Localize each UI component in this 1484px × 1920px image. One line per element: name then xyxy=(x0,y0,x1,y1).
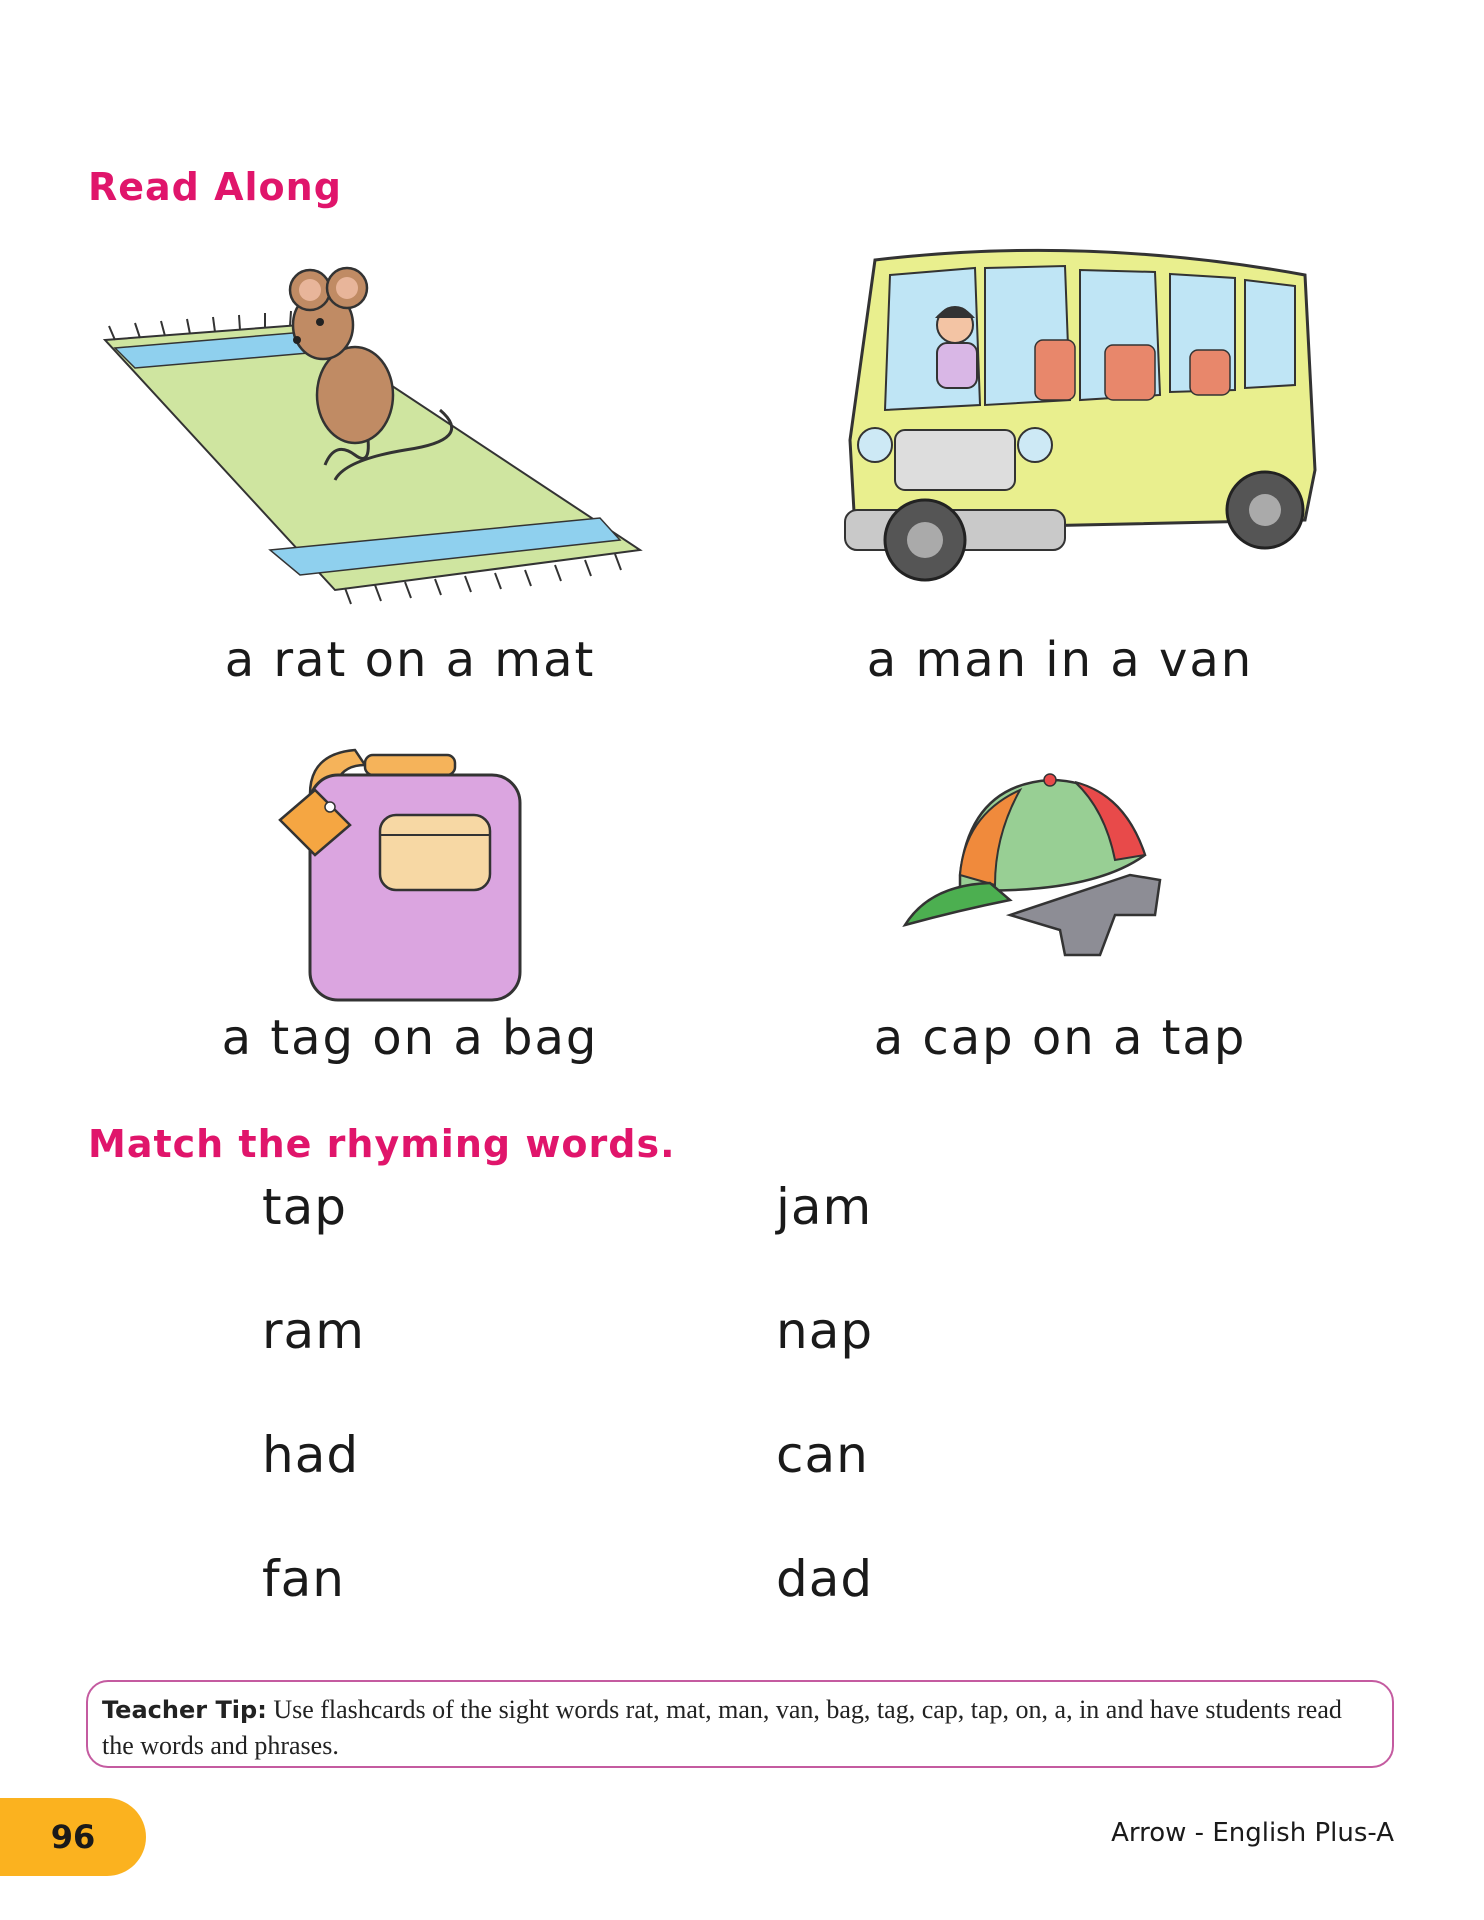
match-word-right[interactable]: dad xyxy=(776,1550,874,1608)
phrase-cap-on-tap: a cap on a tap xyxy=(873,1010,1247,1066)
cap-on-tap-illustration xyxy=(900,765,1190,965)
rat-on-mat-illustration xyxy=(95,240,655,610)
phrase-tag-on-bag: a tag on a bag xyxy=(221,1010,599,1066)
match-word-left[interactable]: fan xyxy=(262,1550,345,1608)
man-in-van-illustration xyxy=(835,240,1335,610)
book-title: Arrow - English Plus-A xyxy=(1111,1818,1394,1848)
match-word-right[interactable]: jam xyxy=(776,1178,873,1236)
match-word-left[interactable]: had xyxy=(262,1426,360,1484)
match-heading: Match the rhyming words. xyxy=(88,1122,676,1166)
page-number: 96 xyxy=(50,1818,96,1856)
read-along-heading: Read Along xyxy=(88,165,342,209)
match-word-right[interactable]: can xyxy=(776,1426,869,1484)
match-word-left[interactable]: ram xyxy=(262,1302,365,1360)
phrase-man-in-van: a man in a van xyxy=(866,632,1254,688)
match-word-right[interactable]: nap xyxy=(776,1302,874,1360)
page-number-tab xyxy=(0,1798,146,1876)
teacher-tip-label: Teacher Tip: xyxy=(102,1696,267,1724)
match-word-left[interactable]: tap xyxy=(262,1178,347,1236)
bag-with-tag-illustration xyxy=(275,735,535,1005)
teacher-tip-box xyxy=(86,1680,1394,1768)
phrase-rat-on-mat: a rat on a mat xyxy=(224,632,596,688)
teacher-tip-text: Use flashcards of the sight words rat, mat, man, van, bag, tag, cap, tap, on, a, in and have students read the words and phrases. xyxy=(102,1695,1342,1760)
